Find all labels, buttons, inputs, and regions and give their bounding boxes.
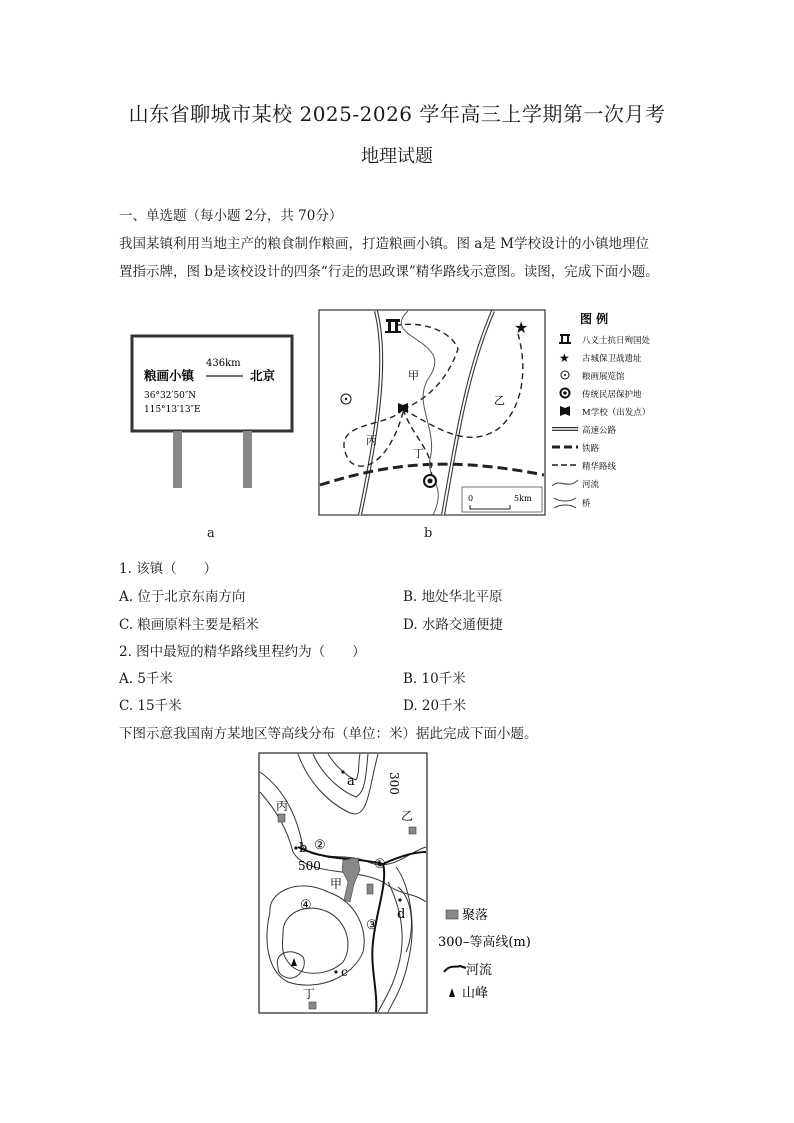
legend-title: 图 例 [580,312,609,326]
heritage-house-core [428,479,433,484]
q1-option-a[interactable]: A. 位于北京东南方向 [119,589,246,605]
legend-peak-icon [449,988,455,997]
q2-option-d[interactable]: D. 20千米 [403,698,467,714]
circle-num-2: ② [314,838,326,853]
battle-site-star-icon: ★ [514,318,529,337]
legend-settlement-icon [446,910,458,919]
legend-memorial-icon [559,334,571,344]
q2-stem: 2. 图中最短的精华路线里程约为（ ） [119,644,366,660]
contour-legend-1: 300–等高线(m) [438,935,531,950]
q1-option-c[interactable]: C. 粮画原料主要是稻米 [119,617,259,633]
label-jia-contour: 甲 [330,877,343,891]
label-ding-contour: 丁 [303,987,316,1001]
figure-a-label: a [207,526,215,541]
q2-option-a[interactable]: A. 5千米 [119,671,173,687]
elev-300: 300 [387,772,401,795]
exam-subtitle: 地理试题 [361,146,433,167]
sign-lat: 36°32′50″N [144,391,197,401]
contour-legend-2: 河流 [466,963,493,978]
q1-option-d[interactable]: D. 水路交通便捷 [403,617,503,633]
contour-legend-0: 聚落 [462,908,489,923]
legend-item-8: 河流 [582,480,600,490]
legend-item-9: 桥 [582,499,591,509]
sign-post-left [173,431,182,488]
legend-river-contour-icon [444,966,466,972]
label-bing: 丙 [366,434,377,447]
label-yi-contour: 乙 [401,809,414,823]
label-ding: 丁 [413,447,424,460]
circle-num-3: ③ [366,918,378,933]
scale-text: 5km [514,494,532,503]
legend-item-3: 传统民居保护地 [582,390,642,400]
legend-heritage-dot [563,391,567,395]
label-c: c [341,965,348,979]
legend-item-6: 铁路 [582,444,600,454]
label-bing-contour: 丙 [276,799,289,813]
legend-item-7: 精华路线 [582,462,617,472]
sign-post-right [243,431,252,488]
legend-river-icon [552,480,578,486]
point-a-dot [341,770,344,773]
grain-museum-dot [345,398,347,400]
point-b-dot [294,846,297,849]
section-heading: 一、单选题（每小题 2分，共 70分） [119,208,343,224]
contour-legend [436,900,546,1010]
legend-item-0: 八义士抗日殉国处 [582,336,651,346]
figure-a-sign [128,330,298,490]
legend-star-icon: ★ [559,351,570,365]
q2-option-b[interactable]: B. 10千米 [403,671,466,687]
elev-500: 500 [298,859,321,873]
sign-town: 粮画小镇 [144,368,195,383]
figure-b-label: b [424,526,433,541]
label-a: a [347,774,355,789]
figure-b-map [318,309,546,517]
legend-item-1: 古城保卫战遗址 [582,354,642,364]
contour-map [258,752,428,1014]
legend-school-icon [560,406,570,416]
settlement-small [367,884,373,894]
circle-num-4: ④ [300,898,312,913]
contour-legend-3: 山峰 [462,986,489,1001]
circle-num-1: ① [374,857,386,872]
settlement-bing [278,814,285,822]
legend-item-2: 粮画展览馆 [582,372,625,382]
point-d-dot [398,898,401,901]
legend-item-4: M学校（出发点） [582,408,651,418]
settlement-ding [309,1002,316,1009]
figure-b-legend [548,308,678,518]
legend-museum-dot [564,374,566,376]
settlement-yi [409,827,416,834]
q2-option-c[interactable]: C. 15千米 [119,698,182,714]
sign-board [132,336,292,431]
label-d: d [397,907,406,922]
exam-title: 山东省聊城市某校 2025-2026 学年高三上学期第一次月考 [128,102,666,126]
scale-zero: 0 [468,494,474,503]
legend-item-5: 高速公路 [582,426,617,436]
label-b: b [299,841,308,856]
q1-option-b[interactable]: B. 地处华北平原 [403,589,503,605]
intro2: 下图示意我国南方某地区等高线分布（单位：米）据此完成下面小题。 [119,726,538,742]
sign-city: 北京 [250,368,276,383]
intro1-line2: 置指示牌，图 b是该校设计的四条“行走的思政课”精华路线示意图。读图，完成下面小题。 [119,264,659,280]
intro1-line1: 我国某镇利用当地主产的粮食制作粮画，打造粮画小镇。图 a是 M学校设计的小镇地理位 [119,236,649,252]
label-yi: 乙 [494,394,505,407]
q1-stem: 1. 该镇（ ） [119,561,218,577]
legend-bridge-icon [554,498,576,508]
sign-lon: 115°13′13″E [144,405,201,415]
label-jia: 甲 [408,369,419,382]
sign-distance: 436km [206,358,241,369]
point-c-dot [334,970,337,973]
